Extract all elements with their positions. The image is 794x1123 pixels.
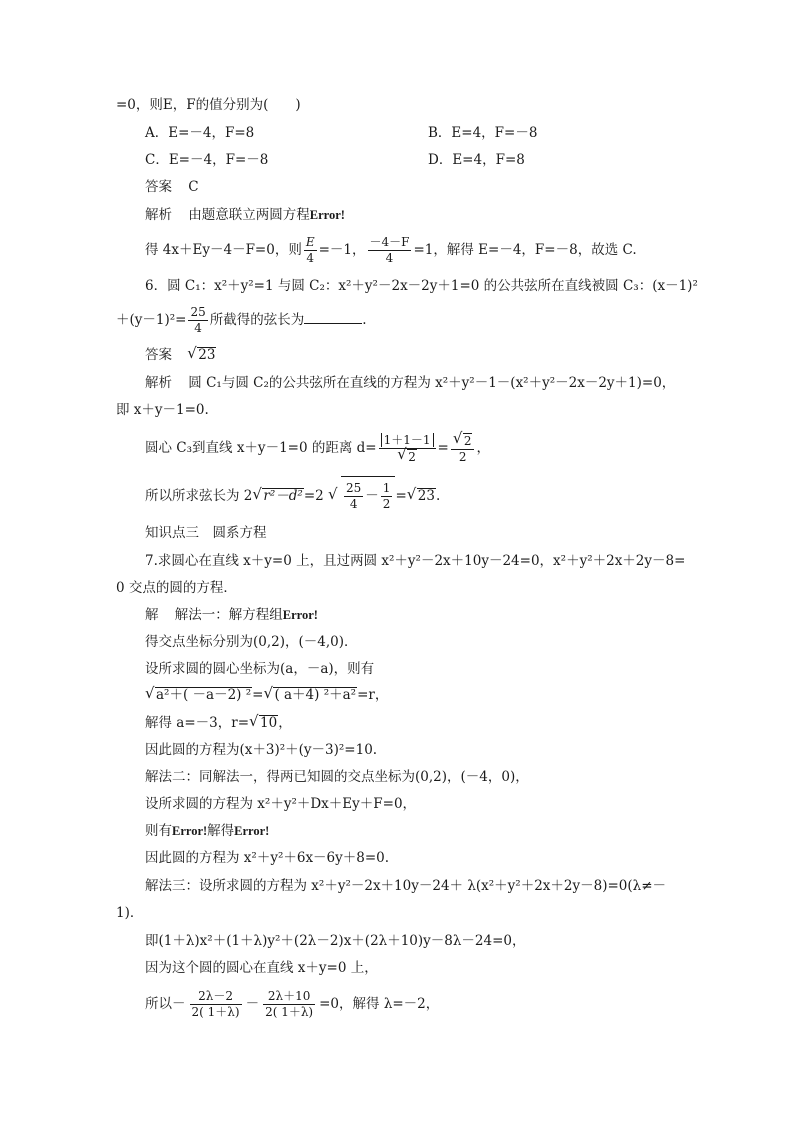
q7-method1-line-3: 设所求圆的圆心坐标为(a，－a)，则有 — [145, 661, 375, 677]
q7-method2-line-1: 解法二：同解法一，得两已知圆的交点坐标为(0,2)，(－4，0)， — [145, 769, 529, 785]
analysis-text: 圆 C₁与圆 C₂的公共弦所在直线的方程为 x²＋y²－1－(x²＋y²－2x－2y＋1)=0， — [188, 375, 676, 391]
solution-text: 所以－ — [145, 996, 186, 1012]
radicand: 23 — [198, 347, 216, 363]
error-text: Error! — [234, 824, 270, 838]
radicand: a²＋( －a－2) ² — [156, 687, 252, 703]
sqrt-left-distance — [146, 686, 252, 704]
fraction-numerator: E — [305, 235, 315, 249]
q5-option-c: C．E=－4，F=－8 — [145, 152, 269, 168]
q7-method1-line-4 — [145, 686, 388, 704]
q5-analysis-line-1 — [145, 206, 345, 224]
fraction-numerator — [451, 433, 475, 450]
q6-answer-line — [145, 346, 216, 364]
stem-text: 所截得的弦长为 — [209, 312, 305, 328]
fraction-denominator: 2 — [382, 497, 391, 511]
q7-method1-line-5 — [145, 714, 292, 732]
fraction-center-y — [263, 989, 315, 1020]
solution-text: =0，解得 λ=－2， — [319, 996, 440, 1012]
q5-stem-tail: =0，则E，F的值分别为( ) — [116, 97, 301, 113]
analysis-text: . — [435, 488, 441, 504]
analysis-label: 解析 — [145, 207, 172, 223]
analysis-text: = — [395, 488, 407, 504]
q5-answer-line — [145, 178, 199, 196]
q7-method2-line-2: 设所求圆的方程为 x²＋y²＋Dx＋Ey＋F=0， — [145, 796, 417, 812]
q6-analysis-line-1 — [145, 374, 675, 392]
radicand: ( a＋4) ²＋a² — [274, 687, 357, 703]
sqrt-right-distance — [264, 686, 357, 704]
fraction-numerator: －4－F — [369, 235, 410, 249]
q6-analysis-line-2: 即 x＋y－1=0. — [116, 402, 209, 418]
analysis-text: ， — [476, 440, 490, 456]
sqrt-r2-minus-d2 — [253, 476, 303, 516]
q5-option-a: A．E=－4，F=8 — [145, 125, 255, 141]
q6-analysis-line-3 — [145, 428, 490, 468]
fraction-denominator: 4 — [194, 321, 202, 335]
q7-method3-line-4: 因为这个圆的圆心在直线 x＋y=0 上， — [145, 960, 378, 976]
answer-blank — [304, 310, 362, 324]
method-label: 解法一：解方程组 — [174, 607, 283, 623]
radicand — [341, 476, 395, 515]
section-heading: 知识点三 圆系方程 — [145, 525, 267, 541]
absolute-value: 1＋1－1 — [381, 433, 434, 447]
minus-sign: － — [245, 996, 260, 1012]
answer-value: C — [188, 179, 199, 195]
error-text: Error! — [309, 208, 345, 222]
radicand: r²－d² — [263, 488, 303, 504]
q5-option-b: B．E=4，F=－8 — [428, 125, 538, 141]
radicand: 2 — [463, 433, 472, 448]
fraction-denominator — [379, 449, 436, 465]
sqrt-23 — [188, 346, 216, 364]
radicand: 2 — [408, 449, 416, 464]
q7-method3-line-1: 解法三：设所求圆的方程为 x²＋y²－2x＋10y－24＋ λ(x²＋y²＋2x＋2y－8)=0(λ≠－ — [145, 878, 667, 894]
minus-sign: － — [365, 488, 379, 504]
q7-stem-line-2: 0 交点的圆的方程． — [116, 580, 237, 596]
fraction-distance — [379, 433, 436, 465]
q6-stem-line-2 — [116, 302, 367, 338]
solution-text: 则有 — [145, 823, 172, 839]
q7-method1-line-2: 得交点坐标分别为(0,2)，(－4,0)． — [145, 634, 358, 650]
analysis-text: 由题意联立两圆方程 — [188, 207, 310, 223]
analysis-text: 圆心 C₃到直线 x＋y－1=0 的距离 d= — [145, 440, 377, 456]
q7-method3-line-2: 1)． — [116, 905, 144, 921]
fraction-numerator: √ 25 — [346, 481, 362, 495]
radicand: 23 — [417, 488, 435, 504]
fraction-numerator: 2λ－2 — [190, 989, 242, 1005]
answer-label: 答案 — [145, 179, 172, 195]
q7-method1-line-1 — [145, 606, 318, 624]
fraction-denominator: 4 — [306, 251, 315, 265]
q7-method3-line-3: 即(1＋λ)x²＋(1＋λ)y²＋(2λ－2)x＋(2λ＋10)y－8λ－24=0， — [145, 933, 526, 949]
stem-text: ＋(y－1)²= — [116, 312, 187, 328]
q7-method1-line-6: 因此圆的方程为(x＋3)²＋(y－3)²=10. — [145, 742, 378, 758]
solution-text: 解得 a=－3，r= — [145, 715, 250, 731]
sqrt-23 — [408, 476, 436, 516]
q5-option-d: D．E=4，F=8 — [428, 152, 525, 168]
fraction-numerator: 1 — [382, 481, 391, 495]
q7-stem-line-1: 7.求圆心在直线 x＋y=0 上，且过两圆 x²＋y²－2x＋10y－24=0，x²＋y²＋2x＋2y－8= — [145, 553, 686, 569]
fraction-denominator: 4 — [349, 497, 358, 511]
q5-analysis-line-2 — [145, 232, 637, 268]
fraction-denominator: 2( 1＋λ) — [265, 1005, 314, 1019]
fraction-denominator: 4 — [385, 251, 394, 265]
fraction-numerator: 2λ＋10 — [263, 989, 315, 1005]
fraction-1-over-2 — [381, 481, 393, 512]
solution-text: 解得 — [207, 823, 235, 839]
sqrt-2 — [398, 449, 417, 465]
sqrt-fraction-expression — [329, 476, 395, 516]
fraction-root2-over-2 — [451, 433, 475, 465]
sqrt-10 — [250, 714, 278, 732]
q7-method2-line-3 — [145, 822, 269, 840]
error-text: Error! — [172, 824, 208, 838]
q6-analysis-line-4 — [145, 476, 440, 516]
analysis-label: 解析 — [145, 375, 172, 391]
solution-text: =r， — [357, 687, 389, 703]
fraction-e-over-4 — [304, 235, 317, 266]
fraction-neg4-minus-f-over-4 — [368, 235, 412, 266]
error-text: Error! — [282, 608, 318, 622]
analysis-text: =－1， — [318, 242, 366, 258]
q7-method2-line-4: 因此圆的方程为 x²＋y²＋6x－6y＋8=0. — [145, 850, 390, 866]
analysis-text: =2 — [303, 488, 324, 504]
fraction-25-over-4 — [344, 481, 363, 512]
analysis-text: 得 4x＋Ey－4－F=0，则 — [145, 242, 302, 258]
stem-text: . — [362, 312, 367, 328]
fraction-numerator — [379, 433, 436, 449]
sqrt-2 — [454, 433, 473, 449]
solution-label: 解 — [145, 607, 159, 623]
q6-stem-line-1: 6．圆 C₁：x²＋y²=1 与圆 C₂：x²＋y²－2x－2y＋1=0 的公共弦所在直线被圆 C₃：(x－1)² — [145, 278, 698, 294]
fraction-denominator: 2 — [458, 449, 467, 464]
fraction-numerator: 25 — [190, 305, 206, 319]
analysis-text: =1，解得 E=－4，F=－8，故选 C. — [413, 242, 637, 258]
analysis-text: 所以所求弦长为 2 — [145, 488, 253, 504]
solution-text: ， — [278, 715, 292, 731]
q7-method3-line-5 — [145, 984, 439, 1024]
fraction-denominator: 2( 1＋λ) — [191, 1005, 240, 1019]
answer-label: 答案 — [145, 347, 172, 363]
analysis-text: = — [437, 440, 449, 456]
fraction-25-over-4 — [188, 305, 207, 336]
radicand: 10 — [260, 715, 278, 731]
fraction-center-x — [190, 989, 242, 1020]
equals-sign: = — [252, 687, 264, 703]
